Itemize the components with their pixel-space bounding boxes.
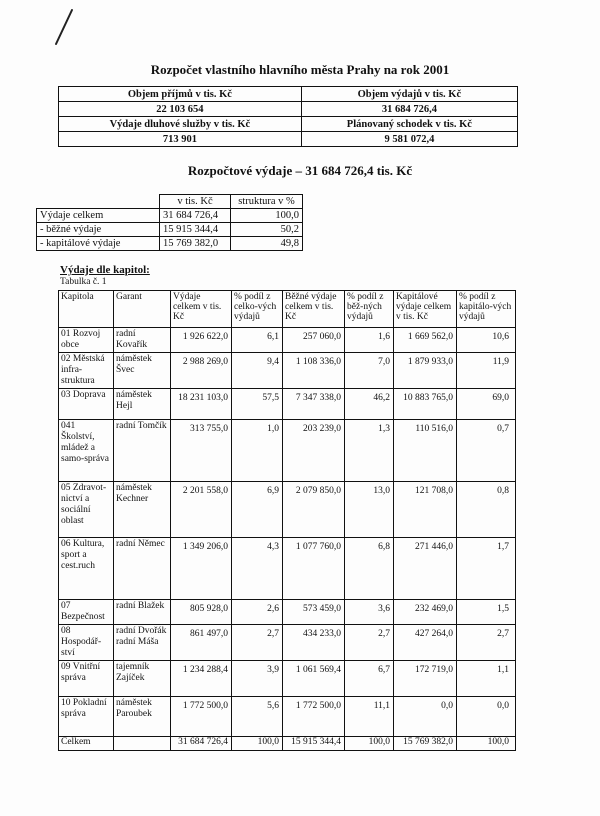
cell-kapitola: 05 Zdravot-nictví a sociální oblast: [59, 482, 114, 538]
cell-podil-kap: 1,7: [457, 538, 516, 600]
cell-kapital: 427 264,0: [394, 625, 457, 661]
cell-podil-celk: 2,6: [232, 600, 283, 625]
cell-podil-kap: 0,8: [457, 482, 516, 538]
document-title: Rozpočet vlastního hlavního města Prahy na rok 2001: [150, 62, 450, 77]
cell-kapitola: 06 Kultura, sport a cest.ruch: [59, 538, 114, 600]
table-row: [59, 697, 516, 737]
cell-kapitola: 041 Školství, mládež a samo-správa: [59, 420, 114, 482]
overview-row-value: 31 684 726,4: [160, 209, 231, 223]
overview-row-value: 15 769 382,0: [160, 237, 231, 251]
cell-kapital: 1 879 933,0: [394, 353, 457, 389]
cell-garant: radní Tomčík: [114, 420, 171, 482]
overview-row-pct: 49,8: [231, 237, 303, 251]
cell-vydaje: 861 497,0: [171, 625, 232, 661]
expense-label: Objem výdajů v tis. Kč: [301, 87, 517, 102]
table-number-label: Tabulka č. 1: [60, 277, 107, 287]
cell-garant: Garant: [114, 291, 171, 328]
cell-vydaje: 18 231 103,0: [171, 389, 232, 420]
cell-garant: radní Němec: [114, 538, 171, 600]
cell-vydaje: 2 201 558,0: [171, 482, 232, 538]
cell-podil-bez: 100,0: [345, 737, 394, 751]
cell-podil-celk: 6,1: [232, 328, 283, 353]
cell-kapitola: 08 Hospodář-ství: [59, 625, 114, 661]
cell-garant: náměstek Kechner: [114, 482, 171, 538]
cell-podil-bez: 1,3: [345, 420, 394, 482]
chapters-table: [58, 290, 516, 751]
cell-podil-celk: 6,9: [232, 482, 283, 538]
cell-podil-kap: 1,5: [457, 600, 516, 625]
cell-podil-bez: 3,6: [345, 600, 394, 625]
overview-row-pct: 50,2: [231, 223, 303, 237]
cell-vydaje: Výdaje celkem v tis. Kč: [171, 291, 232, 328]
cell-bezne: 573 459,0: [283, 600, 345, 625]
cell-bezne: 434 233,0: [283, 625, 345, 661]
cell-podil-bez: 7,0: [345, 353, 394, 389]
cell-vydaje: 1 926 622,0: [171, 328, 232, 353]
cell-bezne: 257 060,0: [283, 328, 345, 353]
cell-kapital: 271 446,0: [394, 538, 457, 600]
cell-kapitola: 02 Městská infra-struktura: [59, 353, 114, 389]
cell-podil-celk: 100,0: [232, 737, 283, 751]
cell-podil-kap: 1,1: [457, 661, 516, 697]
cell-kapitola: 07 Bezpečnost: [59, 600, 114, 625]
cell-vydaje: 805 928,0: [171, 600, 232, 625]
overview-blank-cell: [37, 195, 160, 209]
cell-garant: radní Kovařík: [114, 328, 171, 353]
income-value: 22 103 654: [59, 102, 302, 117]
cell-podil-celk: 4,3: [232, 538, 283, 600]
table-row: [59, 353, 516, 389]
expenditure-overview-table: [36, 194, 303, 251]
cell-bezne: 1 772 500,0: [283, 697, 345, 737]
cell-kapital: 10 883 765,0: [394, 389, 457, 420]
cell-kapital: Kapitálové výdaje celkem v tis. Kč: [394, 291, 457, 328]
cell-podil-celk: 57,5: [232, 389, 283, 420]
cell-bezne: Běžné výdaje celkem v tis. Kč: [283, 291, 345, 328]
cell-podil-kap: 10,6: [457, 328, 516, 353]
cell-vydaje: 1 234 288,4: [171, 661, 232, 697]
table-row: [59, 600, 516, 625]
cell-kapitola: 09 Vnitřní správa: [59, 661, 114, 697]
cell-vydaje: 1 349 206,0: [171, 538, 232, 600]
table-row: [59, 538, 516, 600]
cell-garant: tajemník Zajíček: [114, 661, 171, 697]
overview-header-value: v tis. Kč: [160, 195, 231, 209]
cell-garant: radní Dvořák radní Máša: [114, 625, 171, 661]
chapters-header-row: [59, 291, 516, 328]
deficit-value: 9 581 072,4: [301, 132, 517, 147]
cell-podil-celk: 3,9: [232, 661, 283, 697]
overview-row: [37, 209, 303, 223]
cell-podil-celk: % podíl z celko-vých výdajů: [232, 291, 283, 328]
cell-podil-kap: % podíl z kapitálo-vých výdajů: [457, 291, 516, 328]
cell-kapitola: 03 Doprava: [59, 389, 114, 420]
cell-bezne: 1 061 569,4: [283, 661, 345, 697]
overview-row-label: - kapitálové výdaje: [37, 237, 160, 251]
cell-kapitola: Kapitola: [59, 291, 114, 328]
cell-kapital: 121 708,0: [394, 482, 457, 538]
overview-row: [37, 237, 303, 251]
cell-kapitola: 01 Rozvoj obce: [59, 328, 114, 353]
cell-bezne: 1 077 760,0: [283, 538, 345, 600]
expenditure-subtitle: Rozpočtové výdaje – 31 684 726,4 tis. Kč: [187, 163, 413, 178]
cell-bezne: 1 108 336,0: [283, 353, 345, 389]
table-row: [59, 661, 516, 697]
debt-service-value: 713 901: [59, 132, 302, 147]
cell-bezne: 203 239,0: [283, 420, 345, 482]
cell-bezne: 15 915 344,4: [283, 737, 345, 751]
cell-podil-celk: 2,7: [232, 625, 283, 661]
cell-podil-celk: 5,6: [232, 697, 283, 737]
handwritten-slash-mark: [52, 8, 76, 48]
debt-service-label: Výdaje dluhové služby v tis. Kč: [59, 117, 302, 132]
table-row: [59, 625, 516, 661]
cell-podil-bez: 1,6: [345, 328, 394, 353]
table-row: [59, 482, 516, 538]
cell-vydaje: 313 755,0: [171, 420, 232, 482]
cell-podil-kap: 69,0: [457, 389, 516, 420]
expense-value: 31 684 726,4: [301, 102, 517, 117]
cell-vydaje: 31 684 726,4: [171, 737, 232, 751]
table-total-row: [59, 737, 516, 751]
cell-podil-kap: 11,9: [457, 353, 516, 389]
table-row: [59, 389, 516, 420]
overview-row-label: Výdaje celkem: [37, 209, 160, 223]
cell-kapitola: Celkem: [59, 737, 114, 751]
table-row: [59, 420, 516, 482]
overview-header-pct: struktura v %: [231, 195, 303, 209]
cell-podil-bez: 6,7: [345, 661, 394, 697]
cell-kapital: 232 469,0: [394, 600, 457, 625]
cell-podil-bez: % podíl z běž-ných výdajů: [345, 291, 394, 328]
cell-kapitola: 10 Pokladní správa: [59, 697, 114, 737]
cell-podil-bez: 6,8: [345, 538, 394, 600]
cell-garant: náměstek Švec: [114, 353, 171, 389]
cell-kapital: 110 516,0: [394, 420, 457, 482]
deficit-label: Plánovaný schodek v tis. Kč: [301, 117, 517, 132]
income-label: Objem příjmů v tis. Kč: [59, 87, 302, 102]
cell-podil-kap: 0,7: [457, 420, 516, 482]
overview-row-label: - běžné výdaje: [37, 223, 160, 237]
cell-podil-kap: 100,0: [457, 737, 516, 751]
cell-garant: náměstek Hejl: [114, 389, 171, 420]
cell-podil-kap: 0,0: [457, 697, 516, 737]
cell-kapital: 1 669 562,0: [394, 328, 457, 353]
cell-kapital: 172 719,0: [394, 661, 457, 697]
cell-kapital: 15 769 382,0: [394, 737, 457, 751]
cell-garant: radní Blažek: [114, 600, 171, 625]
cell-podil-bez: 46,2: [345, 389, 394, 420]
cell-bezne: 7 347 338,0: [283, 389, 345, 420]
overview-row: [37, 223, 303, 237]
cell-vydaje: 2 988 269,0: [171, 353, 232, 389]
cell-garant: [114, 737, 171, 751]
cell-podil-bez: 13,0: [345, 482, 394, 538]
table-row: [59, 328, 516, 353]
cell-vydaje: 1 772 500,0: [171, 697, 232, 737]
cell-bezne: 2 079 850,0: [283, 482, 345, 538]
cell-garant: náměstek Paroubek: [114, 697, 171, 737]
cell-podil-bez: 2,7: [345, 625, 394, 661]
chapters-heading: Výdaje dle kapitol:: [60, 264, 150, 276]
overview-row-pct: 100,0: [231, 209, 303, 223]
cell-kapital: 0,0: [394, 697, 457, 737]
budget-summary-table: [58, 86, 518, 147]
cell-podil-kap: 2,7: [457, 625, 516, 661]
cell-podil-bez: 11,1: [345, 697, 394, 737]
cell-podil-celk: 1,0: [232, 420, 283, 482]
cell-podil-celk: 9,4: [232, 353, 283, 389]
overview-row-value: 15 915 344,4: [160, 223, 231, 237]
